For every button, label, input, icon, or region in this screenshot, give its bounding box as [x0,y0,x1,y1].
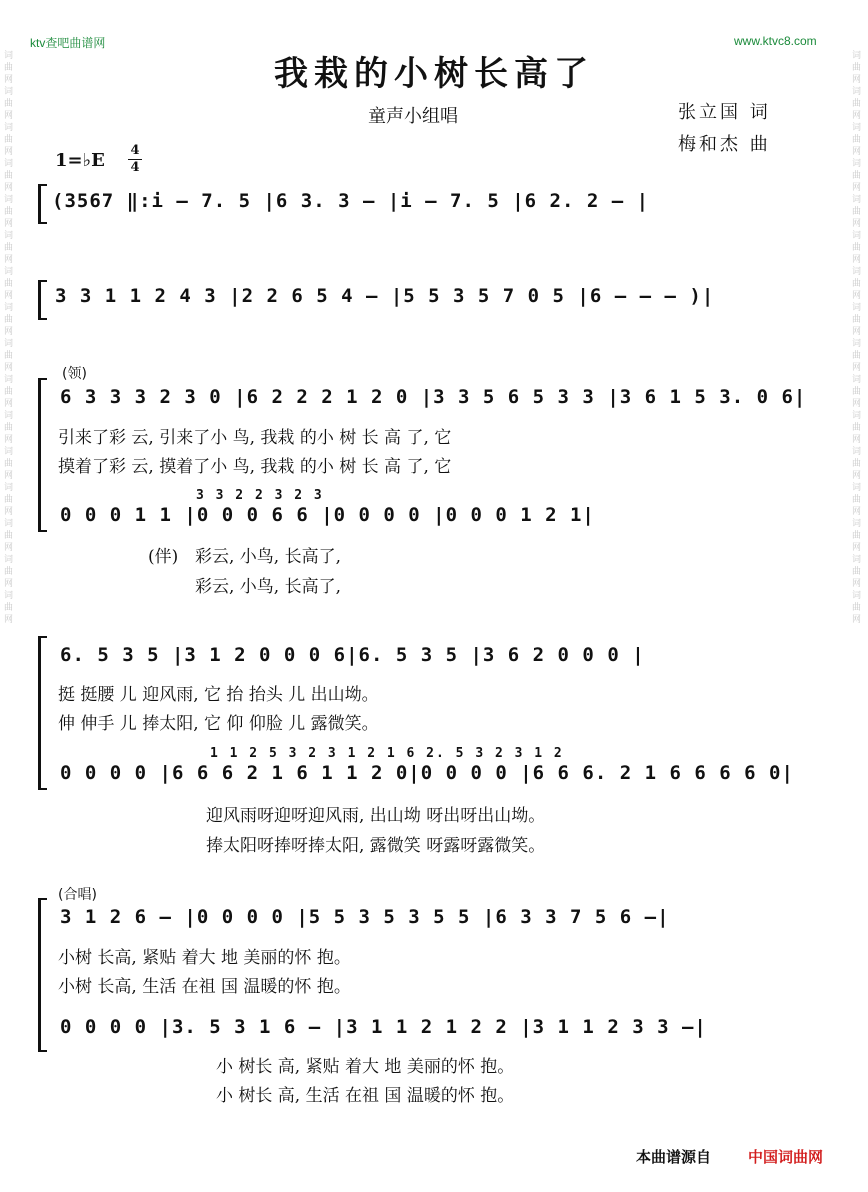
system-bracket [38,898,47,1052]
accompaniment-lyric-verse1: 迎风雨呀迎呀迎风雨, 出山坳 呀出呀出山坳。 [206,806,546,826]
time-signature-top: 4 [130,143,140,158]
accompaniment-lyric-verse2: 彩云, 小鸟, 长高了, [195,577,342,597]
performance-note: 童声小组唱 [368,106,458,127]
lead-melody: 6. 5 3 5 |3 1 2 0 0 0 6|6. 5 3 5 |3 6 2 0 0 0 | [60,644,645,666]
lead-lyric-verse2: 小树 长高, 生活 在祖 国 温暖的怀 抱。 [58,977,351,997]
lead-voice-label: (领) [62,366,87,382]
intro-notes-line2: 3 3 1 1 2 4 3 |2 2 6 5 4 – |5 5 3 5 7 0 5 |6 – – – )| [55,285,715,307]
accompaniment-notes: 0 0 0 0 |3. 5 3 1 6 – |3 1 1 2 1 2 2 |3 1 1 2 3 3 –| [60,1016,707,1038]
accompaniment-lyric-verse1: 彩云, 小鸟, 长高了, [195,547,342,567]
lead-lyric-verse1: 引来了彩 云, 引来了小 鸟, 我栽 的小 树 长 高 了, 它 [58,428,452,448]
chorus-label: (合唱) [58,887,97,903]
lead-melody: 3 1 2 6 – |0 0 0 0 |5 5 3 5 3 5 5 |6 3 3 7 5 6 –| [60,906,670,928]
system-bracket [38,184,47,224]
source-note: 本曲谱源自 [636,1148,712,1166]
side-watermark-left: 词曲网词曲网词曲网词曲网词曲网词曲网词曲网词曲网词曲网词曲网词曲网词曲网词曲网词曲网词曲网词曲网 [4,51,14,625]
time-signature-bottom: 4 [130,160,140,175]
accompaniment-lyric-verse2: 捧太阳呀捧呀捧太阳, 露微笑 呀露呀露微笑。 [206,836,546,856]
lead-melody: 6 3 3 3 2 3 0 |6 2 2 2 1 2 0 |3 3 5 6 5 3 3 |3 6 1 5 3. 0 6| [60,386,807,408]
accompaniment-upper-notes: 3 3 2 2 3 2 3 [196,488,324,503]
lead-lyric-verse1: 小树 长高, 紧贴 着大 地 美丽的怀 抱。 [58,948,351,968]
accompaniment-upper-notes: 1 1 2 5 3 2 3 1 2 1 6 2. 5 3 2 3 1 2 [210,746,564,761]
system-bracket [38,280,47,320]
lead-lyric-verse2: 摸着了彩 云, 摸着了小 鸟, 我栽 的小 树 长 高 了, 它 [58,457,452,477]
site-watermark-left: ktv查吧曲谱网 [30,36,106,50]
site-watermark-right: www.ktvc8.com [734,34,817,48]
side-watermark-right: 词曲网词曲网词曲网词曲网词曲网词曲网词曲网词曲网词曲网词曲网词曲网词曲网词曲网词曲网词曲网词曲网 [852,51,862,625]
lead-lyric-verse1: 挺 挺腰 儿 迎风雨, 它 抬 抬头 儿 出山坳。 [58,685,379,705]
intro-notes-line1: (3567 ‖:i – 7. 5 |6 3. 3 – |i – 7. 5 |6 2. 2 – | [52,190,650,212]
accompaniment-lyric-verse2: 小 树长 高, 生活 在祖 国 温暖的怀 抱。 [216,1086,515,1106]
accompaniment-notes: 0 0 0 0 |6 6 6 2 1 6 1 1 2 0|0 0 0 0 |6 6 6. 2 1 6 6 6 6 0| [60,762,794,784]
lyricist-credit: 张立国 词 [678,102,771,123]
source-site-link[interactable]: 中国词曲网 [748,1148,824,1166]
time-signature [126,143,144,176]
key-signature: 1=♭E [55,150,105,171]
system-bracket [38,378,47,532]
accompaniment-lyric-verse1: 小 树长 高, 紧贴 着大 地 美丽的怀 抱。 [216,1057,515,1077]
composer-credit: 梅和杰 曲 [678,134,771,155]
system-bracket [38,636,47,790]
lead-lyric-verse2: 伸 伸手 儿 捧太阳, 它 仰 仰脸 儿 露微笑。 [58,714,379,734]
accompaniment-label: (伴) [148,547,179,567]
accompaniment-notes: 0 0 0 1 1 |0 0 0 6 6 |0 0 0 0 |0 0 0 1 2 1| [60,504,595,526]
song-title: 我栽的小树长高了 [274,54,594,94]
